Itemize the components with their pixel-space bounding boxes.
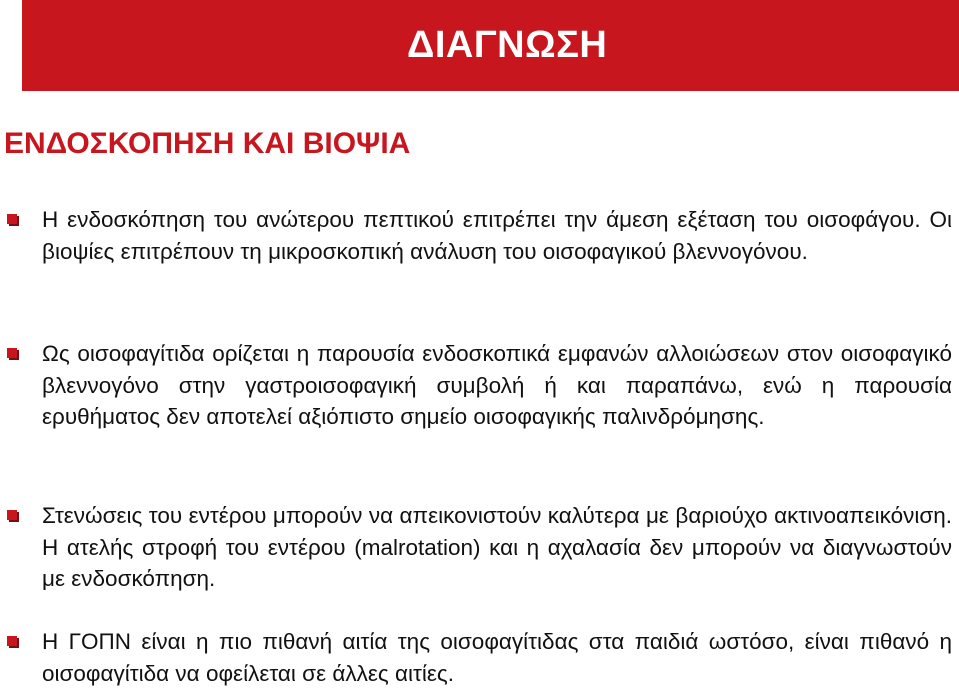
square-bullet-icon [7,214,17,224]
bullet-text: Ως οισοφαγίτιδα ορίζεται η παρουσία ενδοσκοπικά εμφανών αλλοιώσεων στον οισοφαγικό βλεννογόνο στην γαστροισοφαγική συμβολή ή και παραπάνω, ενώ η παρουσία ερυθήματος δεν αποτελεί αξιόπιστο σημείο οισοφαγικής παλινδρόμησης. [42,341,952,429]
bullet-text: Η ΓΟΠΝ είναι η πιο πιθανή αιτία της οισοφαγίτιδας στα παιδιά ωστόσο, είναι πιθανό η οισοφαγίτιδα να οφείλεται σε άλλες αιτίες. [42,629,952,686]
title-bar [22,0,959,91]
square-bullet-icon [7,510,17,520]
bullet-text: Η ενδοσκόπηση του ανώτερου πεπτικού επιτρέπει την άμεση εξέταση του οισοφάγου. Οι βιοψίες επιτρέπουν τη μικροσκοπική ανάλυση του οισοφαγικού βλεννογόνου. [42,207,952,264]
bullet-text: Στενώσεις του εντέρου μπορούν να απεικονιστούν καλύτερα με βαριούχο ακτινοαπεικόνιση. Η ατελής στροφή του εντέρου (malrotation) και η αχαλασία δεν μπορούν να διαγνωστούν με ενδοσκόπηση. [42,503,952,591]
slide-title: ΔΙΑΓΝΩΣΗ [407,24,608,66]
square-bullet-icon [7,348,17,358]
square-bullet-icon [7,636,17,646]
section-heading: ΕΝΔΟΣΚΟΠΗΣΗ ΚΑΙ ΒΙΟΨΙΑ [4,127,411,160]
